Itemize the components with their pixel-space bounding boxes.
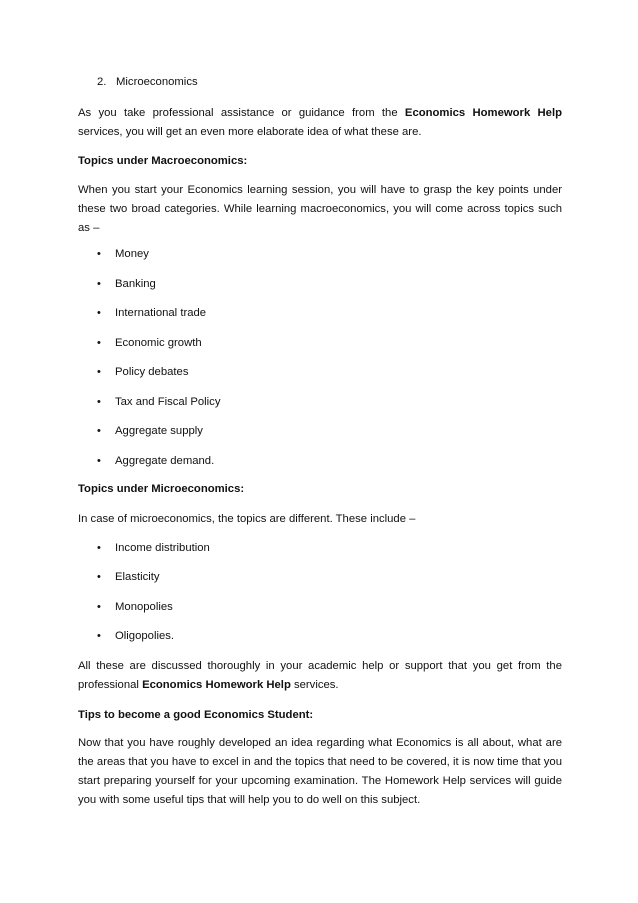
- bullet-text: Policy debates: [115, 366, 189, 378]
- intro-text-end: services, you will get an even more elaborate idea of what these are.: [78, 126, 422, 138]
- bullet-list-item: [97, 393, 517, 412]
- bullet-list-item: [97, 598, 517, 617]
- summary-paragraph: [78, 657, 562, 695]
- bullet-text: Banking: [115, 278, 156, 290]
- bullet-text: Tax and Fiscal Policy: [115, 396, 221, 408]
- bullet-text: Income distribution: [115, 542, 210, 554]
- bullet-icon: •: [97, 571, 101, 583]
- bullet-text: Money: [115, 248, 149, 260]
- bullet-icon: •: [97, 307, 101, 319]
- intro-paragraph: [78, 104, 562, 142]
- bullet-list-item: [97, 304, 517, 323]
- bullet-icon: •: [97, 278, 101, 290]
- bullet-icon: •: [97, 425, 101, 437]
- bullet-text: Elasticity: [115, 571, 160, 583]
- numbered-list-item: [97, 76, 497, 88]
- macro-heading: Topics under Macroeconomics:: [78, 155, 248, 167]
- intro-bold-link-text: Economics Homework Help: [404, 107, 563, 119]
- bullet-text: Oligopolies.: [115, 630, 175, 642]
- summary-text-end: services.: [290, 679, 339, 691]
- bullet-list-item: [97, 627, 517, 646]
- summary-bold-link-text: Economics Homework Help: [142, 679, 291, 691]
- bullet-icon: •: [97, 337, 101, 349]
- micro-intro-paragraph: In case of microeconomics, the topics are different. These include –: [78, 513, 416, 525]
- bullet-icon: •: [97, 366, 101, 378]
- micro-heading: Topics under Microeconomics:: [78, 483, 245, 495]
- bullet-text: International trade: [115, 307, 207, 319]
- bullet-list-item: [97, 334, 517, 353]
- bullet-text: Aggregate supply: [115, 425, 203, 437]
- macro-intro-paragraph: When you start your Economics learning session, you will have to grasp the key points under these two broad categories. While learning macroeconomics, you will come across topics such as –: [78, 184, 562, 234]
- bullet-text: Monopolies: [115, 601, 173, 613]
- list-number: 2.: [97, 76, 107, 88]
- list-item-label: Microeconomics: [116, 76, 198, 88]
- summary-text: All these are discussed thoroughly in your academic help or support that you get from the professional: [78, 660, 562, 691]
- bullet-text: Aggregate demand.: [115, 455, 215, 467]
- bullet-list-item: [97, 275, 517, 294]
- intro-text: As you take professional assistance or guidance from the: [78, 107, 405, 119]
- bullet-icon: •: [97, 542, 101, 554]
- bullet-list-item: [97, 422, 517, 441]
- bullet-icon: •: [97, 455, 101, 467]
- bullet-icon: •: [97, 396, 101, 408]
- bullet-icon: •: [97, 248, 101, 260]
- bullet-text: Economic growth: [115, 337, 202, 349]
- bullet-list-item: [97, 568, 517, 587]
- tips-heading: Tips to become a good Economics Student:: [78, 709, 314, 721]
- bullet-list-item: [97, 245, 517, 264]
- bullet-list-item: [97, 452, 517, 471]
- bullet-icon: •: [97, 601, 101, 613]
- tips-paragraph: Now that you have roughly developed an idea regarding what Economics is all about, what are the areas that you have to excel in and the topics that need to be covered, it is now time that you start preparing yourself for your upcoming examination. The Homework Help services will guide you with some useful tips that will help you to do well on this subject.: [78, 737, 562, 806]
- bullet-icon: •: [97, 630, 101, 642]
- bullet-list-item: [97, 539, 517, 558]
- bullet-list-item: [97, 363, 517, 382]
